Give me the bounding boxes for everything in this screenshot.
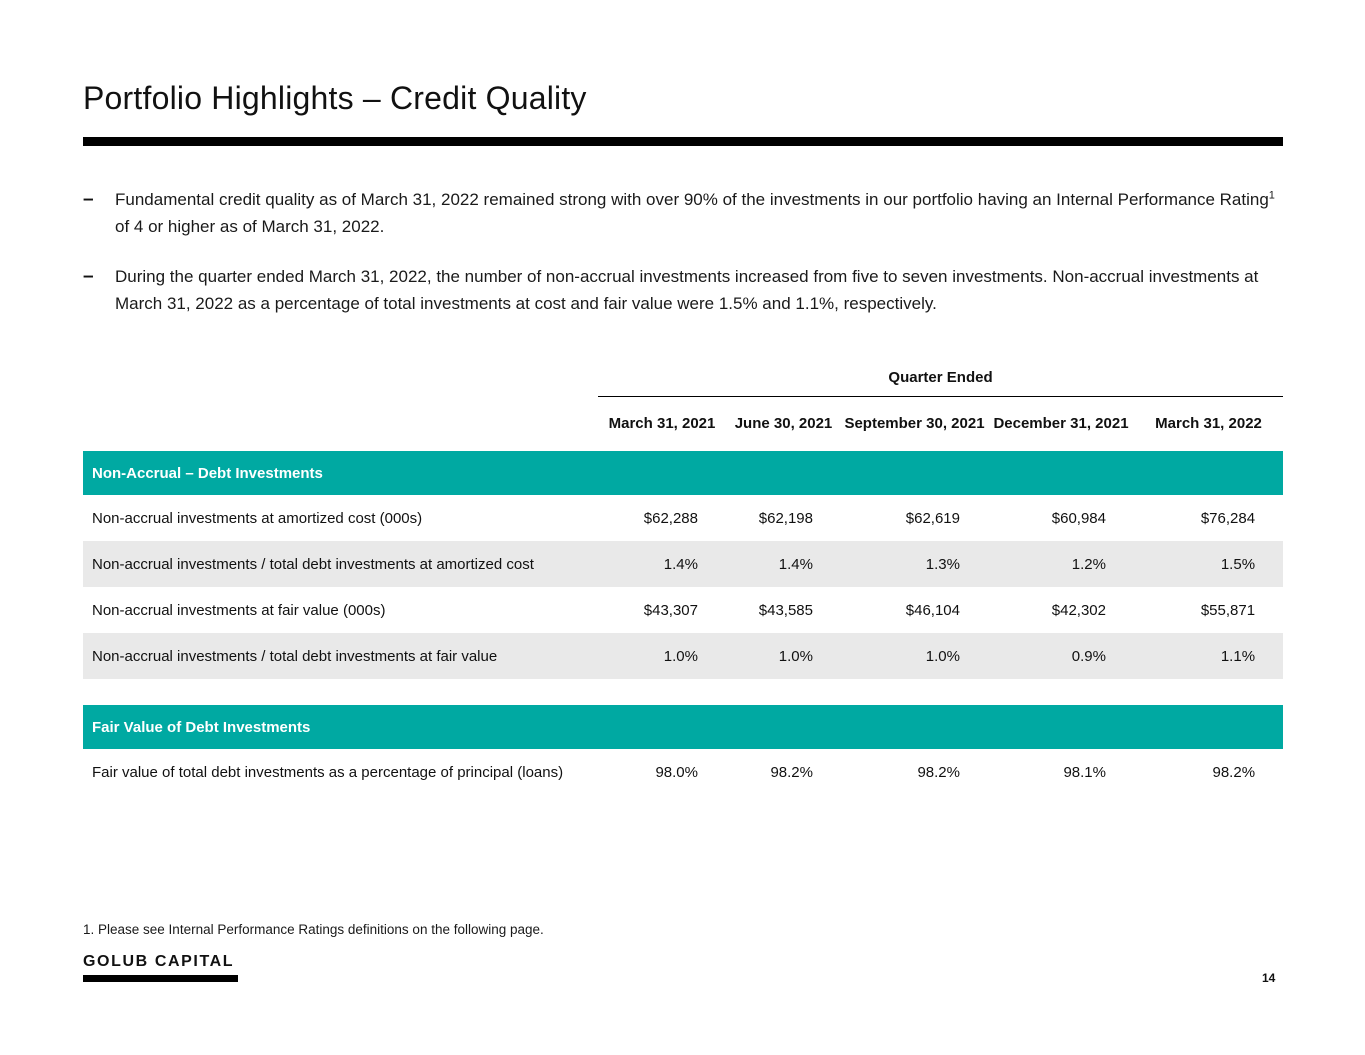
- section-spacer: [83, 679, 1283, 705]
- cell-value: $42,302: [988, 587, 1134, 633]
- bullet-text: [115, 186, 1283, 240]
- cell-value: $76,284: [1134, 495, 1283, 541]
- empty-cell: [83, 358, 598, 396]
- cell-value: $43,307: [598, 587, 726, 633]
- company-logo: [83, 953, 238, 982]
- cell-value: $62,288: [598, 495, 726, 541]
- table-row: [83, 541, 1283, 587]
- table-group-header-row: [83, 358, 1283, 396]
- section-header-row: [83, 451, 1283, 495]
- page-title: Portfolio Highlights – Credit Quality: [83, 80, 587, 116]
- table-row: [83, 749, 1283, 795]
- table-column-header-row: [83, 396, 1283, 451]
- column-header: March 31, 2021: [608, 415, 716, 433]
- column-header: September 30, 2021: [844, 415, 985, 433]
- bullet-text: During the quarter ended March 31, 2022, the number of non-accrual investments increased from five to seven investments. Non-accrual investments at March 31, 2022 as a percentage of total investments at cost and fair value were 1.5% and 1.1%, respectively.: [115, 267, 1259, 313]
- cell-value: 1.4%: [598, 541, 726, 587]
- credit-quality-table: [83, 358, 1283, 795]
- row-label: Non-accrual investments / total debt investments at fair value: [83, 633, 598, 679]
- bullet-text-post: of 4 or higher as of March 31, 2022.: [115, 217, 385, 236]
- cell-value: 1.3%: [841, 541, 988, 587]
- title-divider-bar: [83, 137, 1283, 146]
- table-row: [83, 495, 1283, 541]
- quarter-ended-label: Quarter Ended: [598, 358, 1283, 396]
- section-header-row: [83, 705, 1283, 749]
- cell-value: 98.2%: [841, 749, 988, 795]
- table-row: [83, 633, 1283, 679]
- bullet-dash-marker: –: [83, 266, 94, 287]
- cell-value: $55,871: [1134, 587, 1283, 633]
- cell-value: 98.0%: [598, 749, 726, 795]
- cell-value: $60,984: [988, 495, 1134, 541]
- table-row: [83, 587, 1283, 633]
- page-number: 14: [1262, 971, 1276, 985]
- bullet-item: [83, 186, 1283, 240]
- cell-value: 98.2%: [1134, 749, 1283, 795]
- cell-value: 1.0%: [598, 633, 726, 679]
- section-header-label: Non-Accrual – Debt Investments: [83, 451, 1283, 495]
- bullet-list: [83, 186, 1283, 340]
- cell-value: 1.5%: [1134, 541, 1283, 587]
- section-header-label: Fair Value of Debt Investments: [83, 705, 1283, 749]
- cell-value: 1.4%: [726, 541, 841, 587]
- company-logo-text: GOLUB CAPITAL: [83, 953, 235, 970]
- logo-underline-bar: [83, 975, 238, 982]
- cell-value: $43,585: [726, 587, 841, 633]
- cell-value: 1.0%: [726, 633, 841, 679]
- column-header: March 31, 2022: [1155, 415, 1262, 433]
- bullet-item: [83, 263, 1283, 317]
- empty-cell: [83, 396, 598, 451]
- cell-value: 0.9%: [988, 633, 1134, 679]
- cell-value: 1.2%: [988, 541, 1134, 587]
- cell-value: 1.0%: [841, 633, 988, 679]
- row-label: Non-accrual investments at fair value (000s): [83, 587, 598, 633]
- row-label: Non-accrual investments / total debt investments at amortized cost: [83, 541, 598, 587]
- cell-value: 98.2%: [726, 749, 841, 795]
- footnote-reference: 1: [1268, 189, 1275, 202]
- cell-value: 1.1%: [1134, 633, 1283, 679]
- row-label: Fair value of total debt investments as a percentage of principal (loans): [83, 749, 598, 795]
- cell-value: $62,198: [726, 495, 841, 541]
- cell-value: $62,619: [841, 495, 988, 541]
- bullet-dash-marker: –: [83, 189, 94, 210]
- footnote-text: 1. Please see Internal Performance Ratings definitions on the following page.: [83, 922, 544, 937]
- row-label: Non-accrual investments at amortized cost (000s): [83, 495, 598, 541]
- cell-value: 98.1%: [988, 749, 1134, 795]
- bullet-text-pre: Fundamental credit quality as of March 31, 2022 remained strong with over 90% of the investments in our portfolio having an Internal Performance Rating: [115, 190, 1269, 209]
- column-header: December 31, 2021: [993, 415, 1129, 433]
- column-header: June 30, 2021: [734, 415, 833, 433]
- cell-value: $46,104: [841, 587, 988, 633]
